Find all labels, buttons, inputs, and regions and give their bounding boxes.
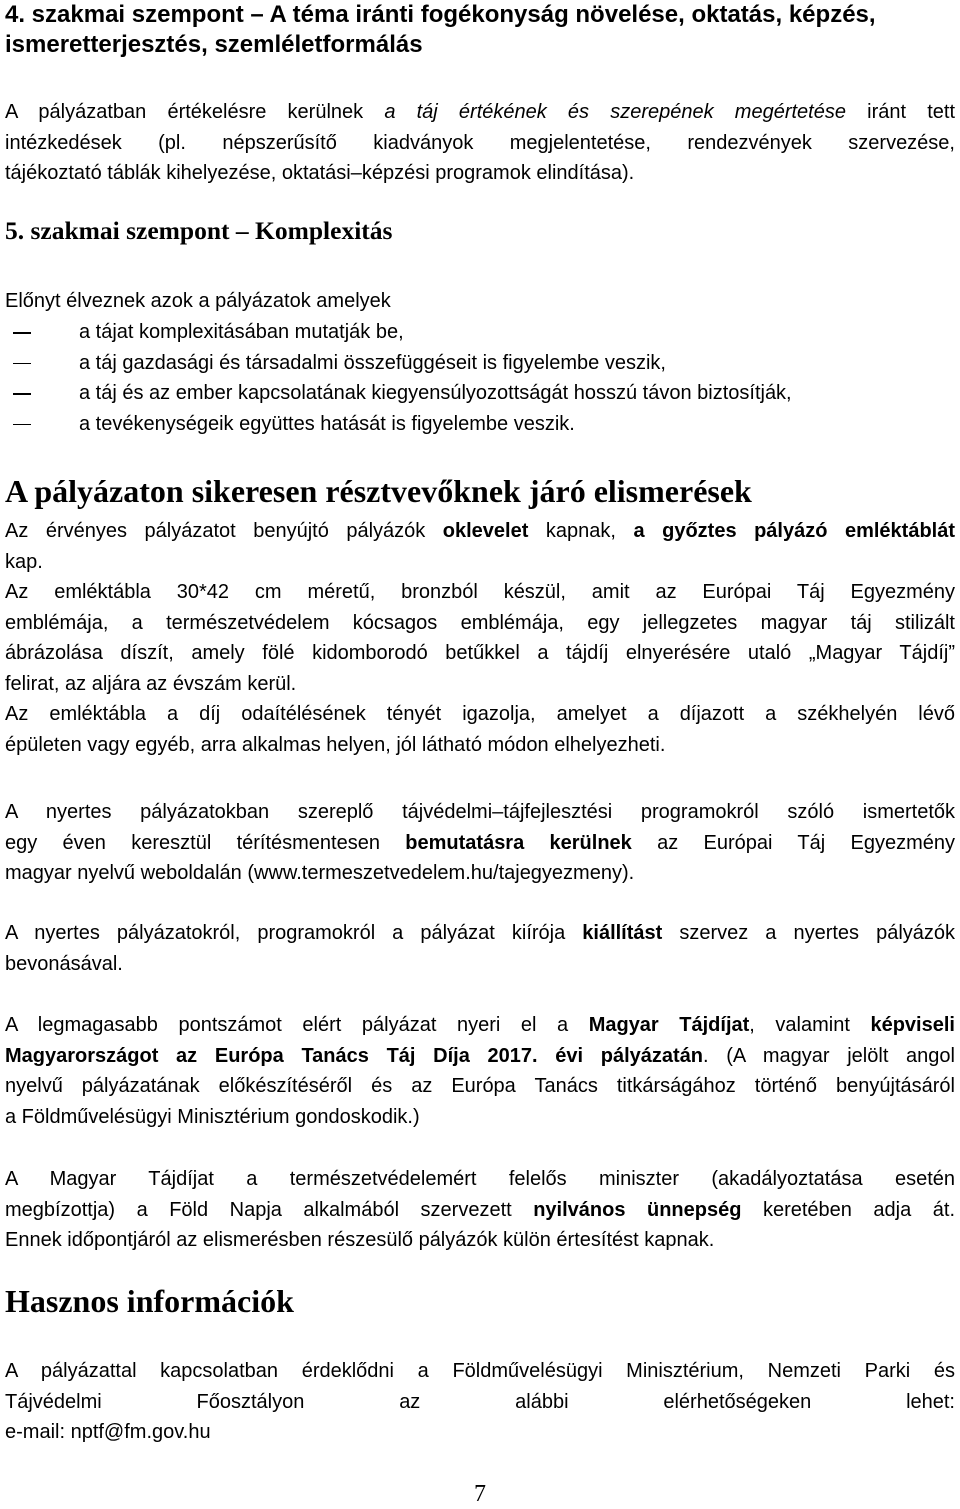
recognition-p7-line3: Ennek időpontjáról az elismerésben részesülő pályázók külön értesítést kapnak. bbox=[5, 1229, 715, 1251]
recognition-p5-bold: kiállítást bbox=[582, 922, 663, 944]
recognition-p1-text-a: Az érvényes pályázatot benyújtó pályázók bbox=[5, 520, 443, 542]
recognition-p6-text-c: , valamint bbox=[749, 1014, 871, 1036]
page-number: 7 bbox=[474, 1481, 486, 1507]
recognition-p7-text-a: megbízottja) a Föld Napja alkalmából szervezett bbox=[5, 1198, 534, 1221]
recognition-p4-text-a: egy éven keresztül térítésmentesen bbox=[5, 831, 406, 854]
dash-bullet-icon bbox=[13, 424, 31, 426]
recognition-p6-bold-d: képviseli bbox=[870, 1014, 955, 1036]
recognition-p3-line1: Az emléktábla a díj odaítélésének tényét igazolja, amelyet a díjazott a székhelyén lévő bbox=[5, 703, 955, 725]
recognition-paragraph-5 bbox=[5, 918, 955, 979]
section5-title-text: 5. szakmai szempont – Komplexitás bbox=[5, 216, 393, 245]
recognition-p5-text-a: A nyertes pályázatokról, programokról a pályázat kiírója bbox=[5, 922, 583, 944]
list-item bbox=[5, 409, 955, 440]
recognition-p1-line2: kap. bbox=[5, 550, 43, 573]
recognition-p3-line2: épületen vagy egyéb, arra alkalmas helyen, jól látható módon elhelyezheti. bbox=[5, 733, 666, 756]
section4-title bbox=[5, 0, 955, 60]
recognition-p2-line2: emblémája, a természetvédelem kócsagos emblémája, egy jellegzetes magyar táj stilizált bbox=[5, 611, 955, 634]
useful-line1: A pályázattal kapcsolatban érdeklődni a Földművelésügyi Minisztérium, Nemzeti Parki és bbox=[5, 1360, 955, 1382]
recognition-p1-bold-1: oklevelet bbox=[442, 520, 529, 542]
recognition-heading-text: A pályázaton sikeresen résztvevőknek járó elismerések bbox=[5, 473, 752, 509]
recognition-p4-line3: magyar nyelvű weboldalán (www.termeszetvedelem.hu/tajegyezmeny). bbox=[5, 862, 635, 884]
section4-title-line2: ismeretterjesztés, szemléletformálás bbox=[5, 31, 423, 58]
section4-paragraph bbox=[5, 97, 955, 189]
recognition-p4-line2 bbox=[5, 828, 955, 859]
recognition-p4-line1: A nyertes pályázatokban szereplő tájvédelmi–tájfejlesztési programokról szóló ismertetők bbox=[5, 801, 955, 823]
list-item-text: a táj és az ember kapcsolatának kiegyensúlyozottságát hosszú távon biztosítják, bbox=[79, 382, 792, 404]
recognition-p5-line1 bbox=[5, 918, 955, 949]
useful-email[interactable]: e-mail: nptf@fm.gov.hu bbox=[5, 1421, 211, 1443]
list-item bbox=[5, 348, 955, 379]
recognition-p5-text-c: szervez a nyertes pályázók bbox=[662, 922, 956, 944]
recognition-p5-line2: bevonásával. bbox=[5, 952, 123, 975]
section4-p1-italic: a táj értékének és szerepének megértetése bbox=[384, 101, 846, 123]
dash-bullet-icon bbox=[13, 393, 31, 395]
recognition-p6-text-a: A legmagasabb pontszámot elért pályázat nyeri el a bbox=[5, 1014, 589, 1036]
list-item-text: a táj gazdasági és társadalmi összefüggéseit is figyelembe veszik, bbox=[79, 351, 666, 374]
list-item bbox=[5, 317, 955, 348]
recognition-paragraph-4 bbox=[5, 797, 955, 889]
section4-p1-text-b: iránt tett bbox=[845, 101, 956, 123]
useful-heading bbox=[5, 1282, 955, 1320]
recognition-p7-line2 bbox=[5, 1195, 955, 1226]
section5-list bbox=[5, 317, 955, 439]
recognition-p1-line1 bbox=[5, 516, 955, 547]
recognition-p6-line2 bbox=[5, 1041, 955, 1072]
recognition-p1-bold-2: a győztes pályázó emléktáblát bbox=[633, 520, 955, 542]
recognition-p7-bold: nyilvános ünnepség bbox=[533, 1198, 742, 1221]
section4-p1-line2: intézkedések (pl. népszerűsítő kiadványok megjelentetése, rendezvények szervezése, bbox=[5, 131, 955, 154]
list-item-text: a tevékenységeik együttes hatását is figyelembe veszik. bbox=[79, 412, 575, 435]
useful-paragraph bbox=[5, 1356, 955, 1448]
recognition-p6-bold-line2: Magyarországot az Európa Tanács Táj Díja 2017. évi pályázatán bbox=[5, 1044, 704, 1067]
recognition-paragraph-6 bbox=[5, 1010, 955, 1132]
recognition-p2-line4: felirat, az aljára az évszám kerül. bbox=[5, 672, 297, 695]
recognition-p7-line1: A Magyar Tájdíjat a természetvédelemért felelős miniszter (akadályoztatása esetén bbox=[5, 1168, 955, 1190]
dash-bullet-icon bbox=[13, 332, 31, 334]
recognition-p1-text-c: kapnak, bbox=[528, 520, 634, 542]
recognition-p6-line4: a Földművelésügyi Minisztérium gondoskodik.) bbox=[5, 1105, 420, 1128]
section5-title bbox=[5, 216, 955, 246]
recognition-p7-text-c: keretében adja át. bbox=[741, 1198, 955, 1221]
list-item-text: a tájat komplexitásában mutatják be, bbox=[79, 321, 404, 343]
recognition-paragraph-7 bbox=[5, 1164, 955, 1256]
useful-heading-text: Hasznos információk bbox=[5, 1283, 294, 1319]
dash-bullet-icon bbox=[13, 363, 31, 365]
section4-p1-text-a: A pályázatban értékelésre kerülnek bbox=[5, 101, 385, 123]
recognition-p6-line1 bbox=[5, 1010, 955, 1041]
recognition-p2-line3: ábrázolása díszít, amely fölé kidomborodó betűkkel a tájdíj elnyerésére utaló „Magyar Tájdíj” bbox=[5, 642, 955, 664]
section4-p1-line1 bbox=[5, 97, 955, 128]
recognition-p6-line3: nyelvű pályázatának előkészítéséről és az Európa Tanács titkárságához történő benyújtásáról bbox=[5, 1075, 955, 1097]
useful-line2: Tájvédelmi Főosztályon az alábbi elérhetőségeken lehet: bbox=[5, 1390, 955, 1413]
recognition-p2-line1: Az emléktábla 30*42 cm méretű, bronzból készül, amit az Európai Táj Egyezmény bbox=[5, 581, 955, 603]
section4-p1-line3: tájékoztató táblák kihelyezése, oktatási–képzési programok elindítása). bbox=[5, 162, 635, 184]
recognition-p6-bold-b: Magyar Tájdíjat bbox=[588, 1014, 750, 1036]
recognition-paragraph-1 bbox=[5, 516, 955, 760]
recognition-heading bbox=[5, 472, 955, 510]
recognition-p4-bold: bemutatásra kerülnek bbox=[405, 831, 632, 854]
section5-intro bbox=[5, 286, 955, 317]
recognition-p6-text-line2: . (A magyar jelölt angol bbox=[703, 1044, 955, 1067]
recognition-p4-text-c: az Európai Táj Egyezmény bbox=[631, 831, 955, 854]
section5-intro-text: Előnyt élveznek azok a pályázatok amelyek bbox=[5, 290, 391, 312]
section4-title-line1: 4. szakmai szempont – A téma iránti fogékonyság növelése, oktatás, képzés, bbox=[5, 1, 876, 28]
list-item bbox=[5, 378, 955, 409]
